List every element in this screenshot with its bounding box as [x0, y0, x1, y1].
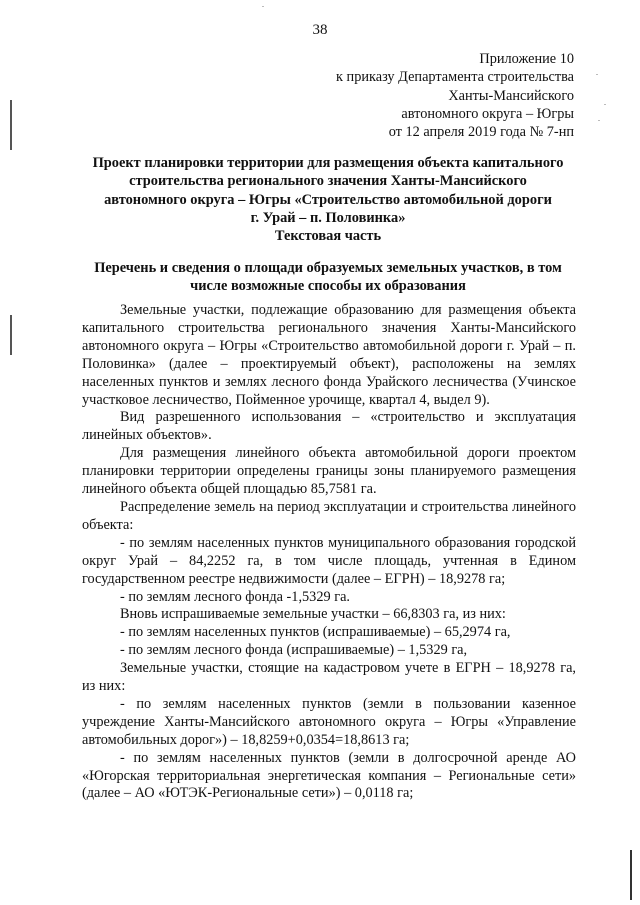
scan-artifact-right-mark — [630, 850, 632, 900]
appendix-line: Ханты-Мансийского — [448, 87, 574, 104]
paragraph: Для размещения линейного объекта автомобильной дороги проектом планировки территории определены границы зоны планируемого размещения линейного объекта общей площадью 85,7581 га. — [82, 445, 576, 498]
scan-artifact-left-mark — [10, 315, 12, 355]
title-line: строительства регионального значения Ханты-Мансийского — [129, 173, 527, 190]
paragraph: Распределение земель на период эксплуатации и строительства линейного объекта: — [82, 498, 576, 533]
paragraph: Земельные участки, стоящие на кадастровом учете в ЕГРН – 18,9278 га, из них: — [82, 660, 576, 695]
list-item: - по землям лесного фонда (испрашиваемые) – 1,5329 га, — [120, 642, 468, 659]
list-item: - по землям населенных пунктов (испрашиваемые) – 65,2974 га, — [120, 624, 511, 641]
paragraph: Вид разрешенного использования – «строительство и эксплуатация линейных объектов». — [82, 409, 576, 444]
paragraph: Земельные участки, подлежащие образованию для размещения объекта капитального строительства регионального значения Ханты-Мансийского автономного округа – Югры «Строительство автомобильной дороги г. Урай – п. Половинка» (далее – проектируемый объект), расположены на землях населенных пунктов и землях лесного фонда Урайского лесничества (Учинское участковое лесничество, Пойменное урочище, квартал 4, выдел 9). — [82, 302, 576, 408]
appendix-line: от 12 апреля 2019 года № 7-нп — [388, 124, 574, 141]
section-heading: Перечень и сведения о площади образуемых земельных участков, в том числе возможные способы их образования — [94, 260, 562, 295]
scan-speck — [604, 104, 606, 105]
scan-speck — [598, 120, 600, 121]
body-text — [82, 302, 576, 803]
scan-speck — [596, 74, 598, 75]
title-line: автономного округа – Югры «Строительство автомобильной дороги — [104, 191, 552, 208]
appendix-line: к приказу Департамента строительства — [336, 69, 574, 86]
title-line: Проект планировки территории для размещения объекта капитального — [92, 155, 564, 171]
scan-artifact-left-mark — [10, 100, 12, 150]
paragraph: Вновь испрашиваемые земельные участки – 66,8303 га, из них: — [120, 606, 506, 623]
list-item: - по землям населенных пунктов (земли в пользовании казенное учреждение Ханты-Мансийского автономного округа – Югры «Управление автомобильных дорог») – 18,8259+0,0354=18,8613 га; — [82, 695, 576, 748]
document-title — [78, 154, 578, 245]
list-item: - по землям населенных пунктов (земли в долгосрочной аренде АО «Югорская территориальная энергетическая компания – Региональные сети» (далее – АО «ЮТЭК-Региональные сети») – 0,0118 га; — [82, 749, 576, 802]
title-line: г. Урай – п. Половинка» — [250, 209, 406, 226]
scan-speck — [262, 6, 264, 7]
list-item: - по землям населенных пунктов муниципального образования городской округ Урай – 84,2252 га, в том числе площадь, учтенная в Едином государственном реестре недвижимости (далее – ЕГРН) – 18,9278 га; — [82, 534, 576, 587]
page-number: 38 — [312, 22, 328, 38]
appendix-block — [336, 50, 574, 141]
appendix-line: автономного округа – Югры — [401, 105, 574, 122]
list-item: - по землям лесного фонда -1,5329 га. — [120, 588, 350, 605]
appendix-line: Приложение 10 — [479, 51, 574, 67]
title-line: Текстовая часть — [274, 228, 382, 245]
